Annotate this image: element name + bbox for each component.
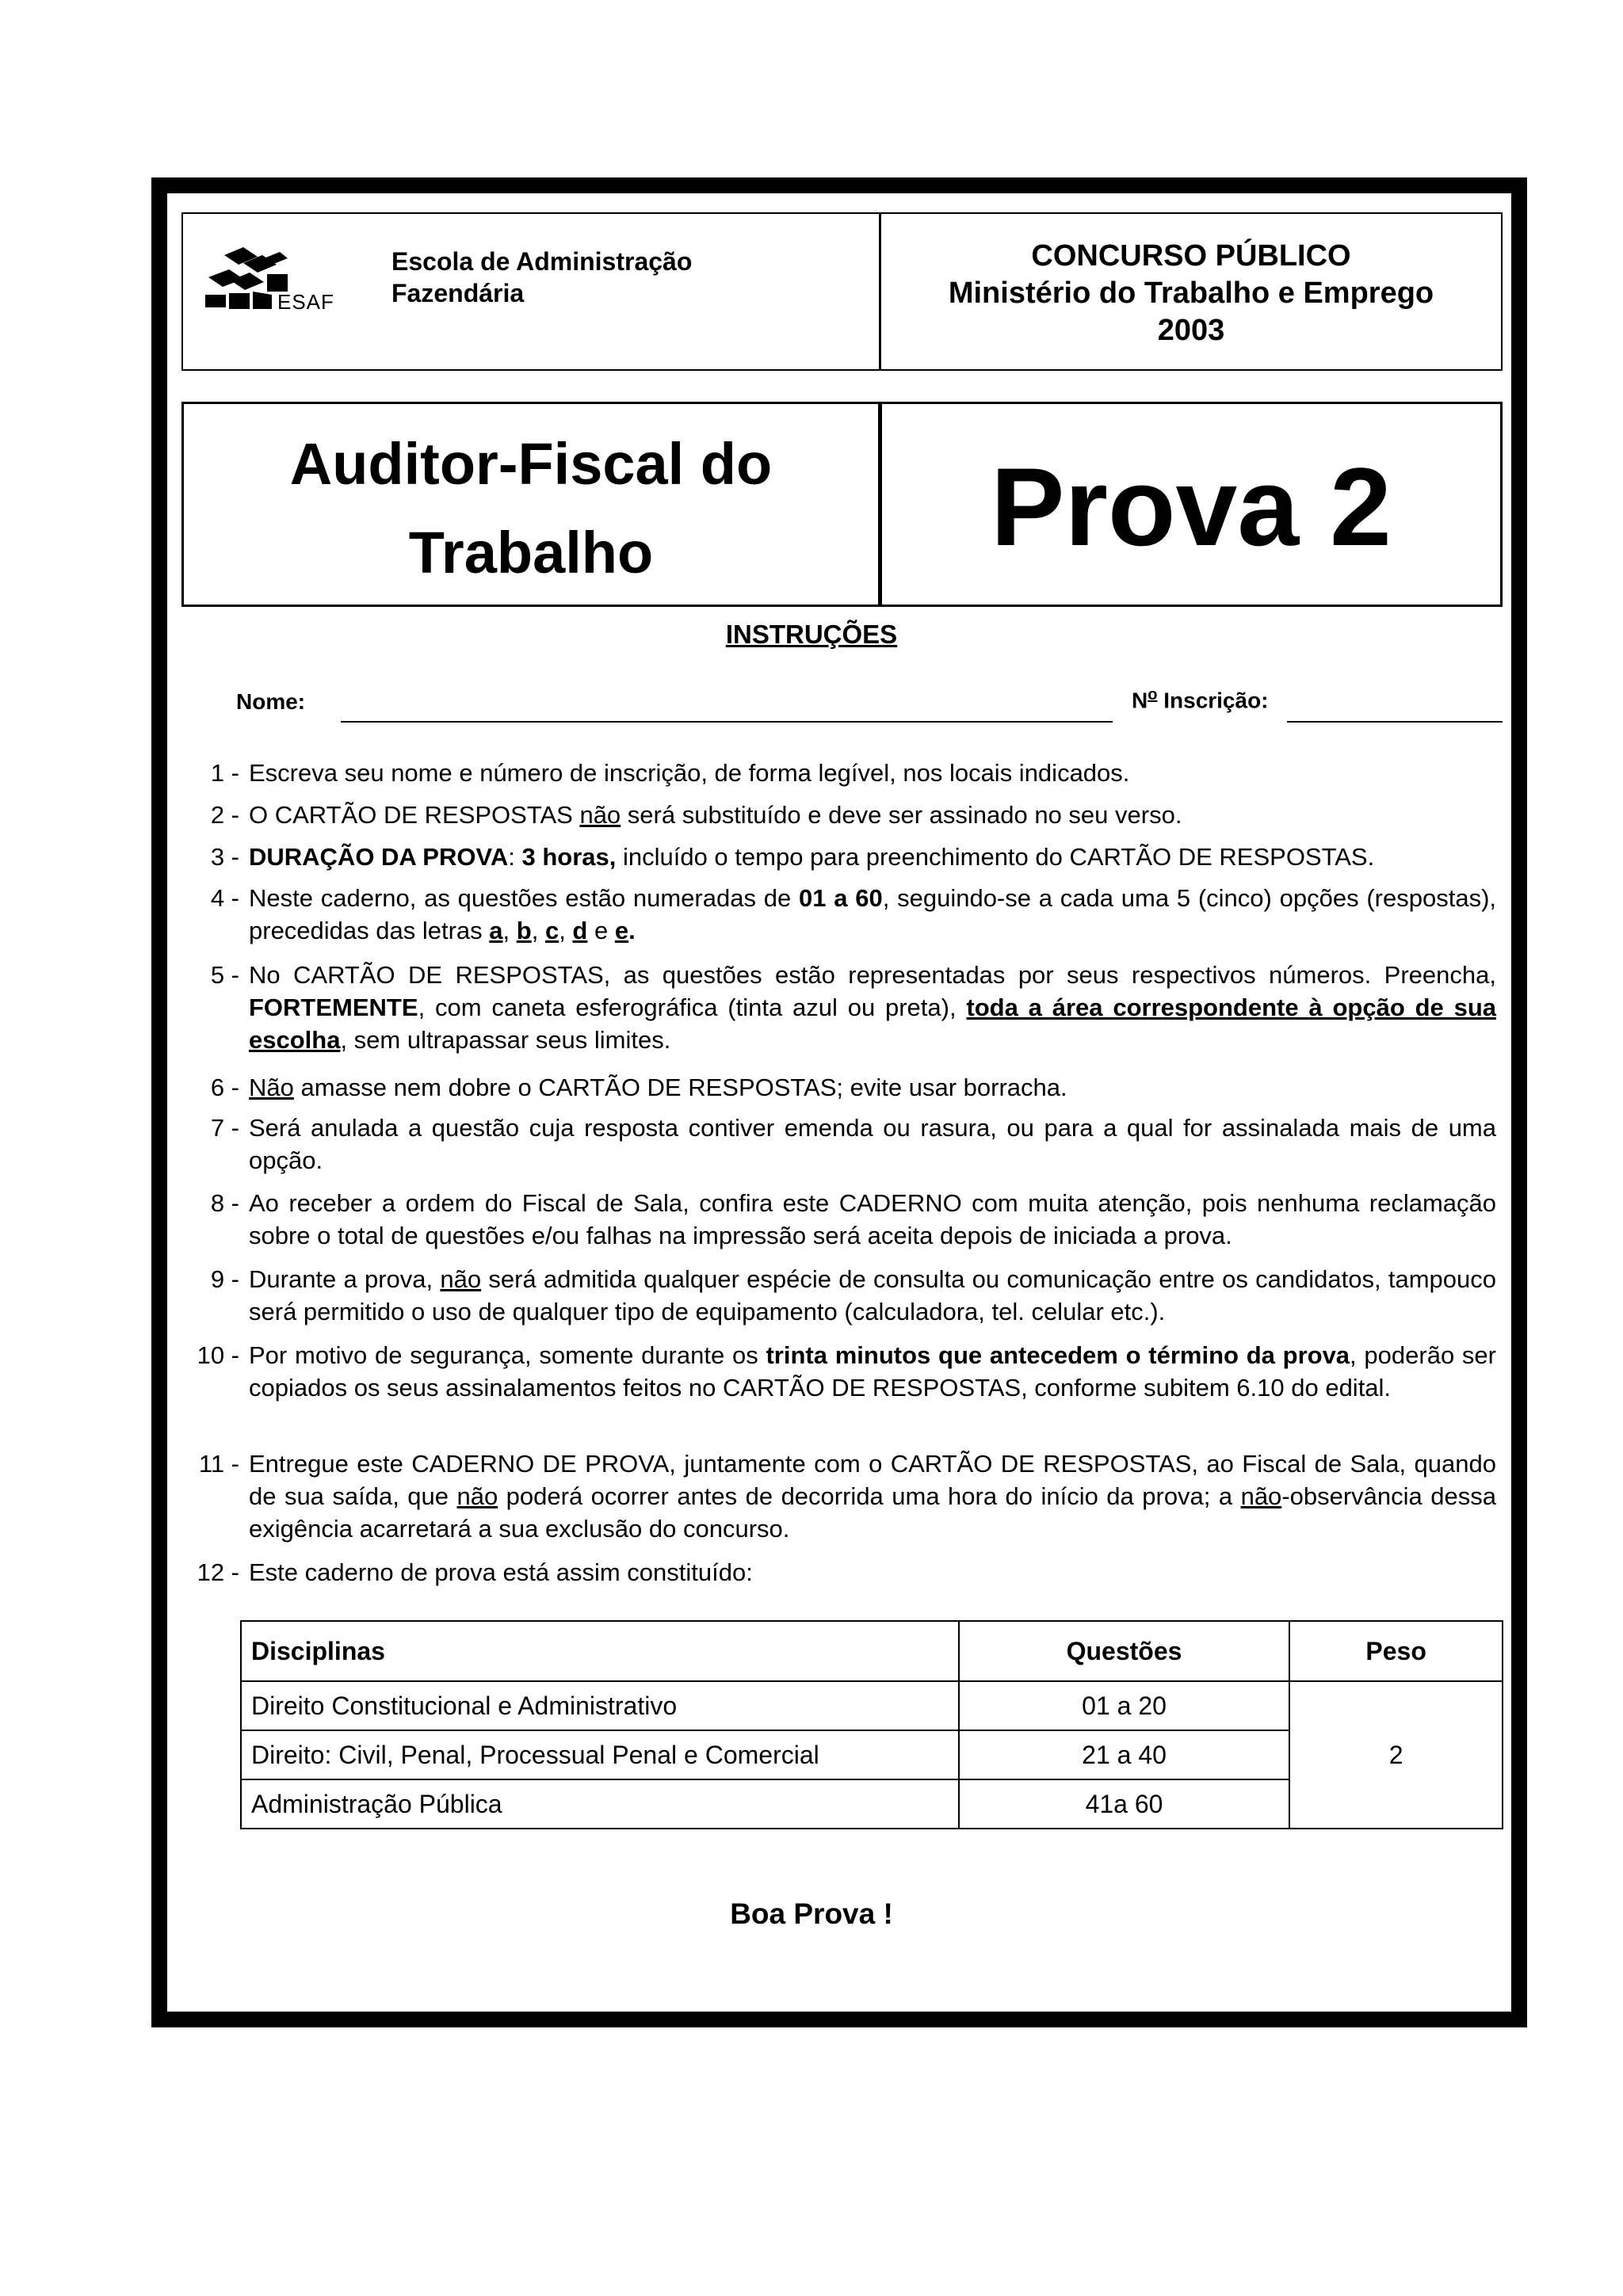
table-cell: 21 a 40 bbox=[959, 1730, 1290, 1779]
item-text bbox=[249, 959, 1496, 1056]
cargo-line-1: Auditor-Fiscal do bbox=[289, 431, 773, 497]
item-number: 5 - bbox=[210, 961, 239, 989]
text-part: , sem ultrapassar seus limites. bbox=[340, 1026, 671, 1054]
item-number: 12 - bbox=[197, 1558, 239, 1586]
school-line-1: Escola de Administração bbox=[391, 247, 693, 276]
item-text bbox=[249, 1071, 1496, 1104]
item-number: 6 - bbox=[210, 1074, 239, 1101]
option-letter: e bbox=[614, 917, 629, 944]
underlined-text: não bbox=[456, 1482, 498, 1510]
column-header: Questões bbox=[959, 1621, 1290, 1681]
item-number: 3 - bbox=[210, 843, 239, 871]
item-number: 8 - bbox=[210, 1189, 239, 1217]
boa-prova: Boa Prova ! bbox=[730, 1897, 893, 1930]
concurso-line-1: CONCURSO PÚBLICO bbox=[1031, 239, 1351, 273]
option-letter: a bbox=[489, 917, 503, 944]
underlined-text: Não bbox=[249, 1074, 294, 1101]
text-part: , bbox=[531, 917, 545, 944]
column-header: Peso bbox=[1289, 1621, 1503, 1681]
prova-title: Prova 2 bbox=[991, 444, 1392, 569]
text-part: Escreva seu nome e número de inscrição, de forma legível, nos locais indicados. bbox=[249, 759, 1130, 787]
instructions-heading: INSTRUÇÕES bbox=[725, 620, 898, 649]
bold-text: 3 horas, bbox=[521, 843, 617, 871]
table-header-row bbox=[241, 1621, 1503, 1681]
bold-text: 01 a 60 bbox=[798, 884, 883, 912]
item-number: 2 - bbox=[210, 801, 239, 829]
item-number: 4 - bbox=[210, 884, 239, 912]
text-part: : bbox=[508, 843, 522, 871]
cargo-title bbox=[181, 420, 880, 597]
option-letter: d bbox=[572, 917, 588, 944]
concurso-info bbox=[880, 238, 1503, 349]
text-part: O CARTÃO DE RESPOSTAS bbox=[249, 801, 580, 829]
text-part: , poderão ser copiados os seus assinalamentos feitos no CARTÃO DE RESPOSTAS, conforme subitem 6.10 do edital. bbox=[249, 1341, 1496, 1402]
text-part: Será anulada a questão cuja resposta contiver emenda ou rasura, ou para a qual for assinalada mais de uma opção. bbox=[249, 1114, 1496, 1174]
text-part: e bbox=[587, 917, 615, 944]
school-name bbox=[391, 246, 692, 309]
inscricao-sup: o bbox=[1148, 686, 1158, 704]
text-part: Este caderno de prova está assim constituído: bbox=[249, 1558, 753, 1586]
item-number: 9 - bbox=[210, 1265, 239, 1293]
text-part: , seguindo-se a cada uma 5 (cinco) opções (respostas), precedidas das letras bbox=[249, 884, 1497, 944]
column-header: Disciplinas bbox=[241, 1621, 959, 1681]
item-text bbox=[249, 1187, 1496, 1252]
cargo-line-2: Trabalho bbox=[408, 520, 654, 585]
item-number: 1 - bbox=[210, 759, 239, 787]
underlined-text: não bbox=[440, 1265, 482, 1293]
item-text bbox=[249, 1447, 1496, 1545]
item-text bbox=[249, 1339, 1496, 1404]
item-number: 7 - bbox=[210, 1114, 239, 1142]
nome-field[interactable] bbox=[341, 721, 1113, 723]
item-text bbox=[249, 799, 1496, 831]
text-part: Entregue este CADERNO DE PROVA, juntamente com o CARTÃO DE RESPOSTAS, ao Fiscal de Sala, quando de sua saída, que bbox=[249, 1450, 1496, 1510]
text-part: , bbox=[502, 917, 517, 944]
table-cell: 41a 60 bbox=[959, 1779, 1290, 1829]
table-cell: Direito: Civil, Penal, Processual Penal e Comercial bbox=[241, 1730, 959, 1779]
underlined-text: não bbox=[1240, 1482, 1282, 1510]
inscricao-prefix: N bbox=[1132, 688, 1148, 713]
text-part: , bbox=[559, 917, 573, 944]
school-line-2: Fazendária bbox=[391, 279, 525, 307]
text-part: -observância dessa exigência acarretará a sua exclusão do concurso. bbox=[249, 1482, 1496, 1543]
text-part: Ao receber a ordem do Fiscal de Sala, confira este CADERNO com muita atenção, pois nenhuma reclamação sobre o total de questões e/ou falhas na impressão será aceita depois de iniciada a prova. bbox=[249, 1189, 1496, 1249]
text-part: No CARTÃO DE RESPOSTAS, as questões estão representadas por seus respectivos números. Preencha, bbox=[249, 961, 1496, 989]
text-part: , com caneta esferográfica (tinta azul ou preta), bbox=[418, 994, 967, 1021]
option-letter: b bbox=[516, 917, 532, 944]
disciplines-table bbox=[240, 1620, 1503, 1829]
inscricao-label bbox=[1132, 686, 1269, 713]
text-part: poderá ocorrer antes de decorrida uma hora do início da prova; a bbox=[498, 1482, 1241, 1510]
text-part: será substituído e deve ser assinado no seu verso. bbox=[621, 801, 1182, 829]
item-number: 11 - bbox=[198, 1450, 239, 1478]
bold-text: DURAÇÃO DA PROVA bbox=[249, 843, 509, 871]
text-part: será admitida qualquer espécie de consulta ou comunicação entre os candidatos, tampouco será permitido o uso de qualquer tipo de equipamento (calculadora, tel. celular etc.). bbox=[249, 1265, 1496, 1325]
table-row bbox=[241, 1681, 1503, 1730]
text-part: incluído o tempo para preenchimento do CARTÃO DE RESPOSTAS. bbox=[616, 843, 1375, 871]
nome-label: Nome: bbox=[236, 689, 306, 714]
text-part: Durante a prova, bbox=[249, 1265, 441, 1293]
item-text bbox=[249, 1112, 1496, 1177]
bold-text: trinta minutos que antecedem o término da prova bbox=[766, 1341, 1350, 1369]
table-cell: 01 a 20 bbox=[959, 1681, 1290, 1730]
item-text bbox=[249, 757, 1496, 789]
item-text bbox=[249, 1556, 1496, 1589]
logo-text: ESAF bbox=[277, 290, 334, 314]
concurso-line-3: 2003 bbox=[1157, 314, 1225, 347]
inscricao-text: Inscrição: bbox=[1157, 688, 1269, 713]
item-text bbox=[249, 882, 1496, 947]
bold-text: FORTEMENTE bbox=[249, 994, 418, 1021]
inscricao-field[interactable] bbox=[1287, 721, 1503, 723]
text-part: Por motivo de segurança, somente durante os bbox=[249, 1341, 766, 1369]
text-part: . bbox=[628, 917, 636, 944]
underlined-text: não bbox=[579, 801, 621, 829]
table-cell: Administração Pública bbox=[241, 1779, 959, 1829]
bold-underlined-text: toda a área correspondente à opção de sua escolha bbox=[249, 994, 1496, 1054]
peso-cell: 2 bbox=[1289, 1681, 1503, 1829]
table-cell: Direito Constitucional e Administrativo bbox=[241, 1681, 959, 1730]
option-letter: c bbox=[544, 917, 559, 944]
text-part: Neste caderno, as questões estão numeradas de bbox=[249, 884, 799, 912]
item-text bbox=[249, 1263, 1496, 1328]
text-part: amasse nem dobre o CARTÃO DE RESPOSTAS; evite usar borracha. bbox=[293, 1074, 1067, 1101]
item-number: 10 - bbox=[197, 1341, 239, 1369]
item-text bbox=[249, 841, 1496, 873]
concurso-line-2: Ministério do Trabalho e Emprego bbox=[948, 277, 1434, 310]
